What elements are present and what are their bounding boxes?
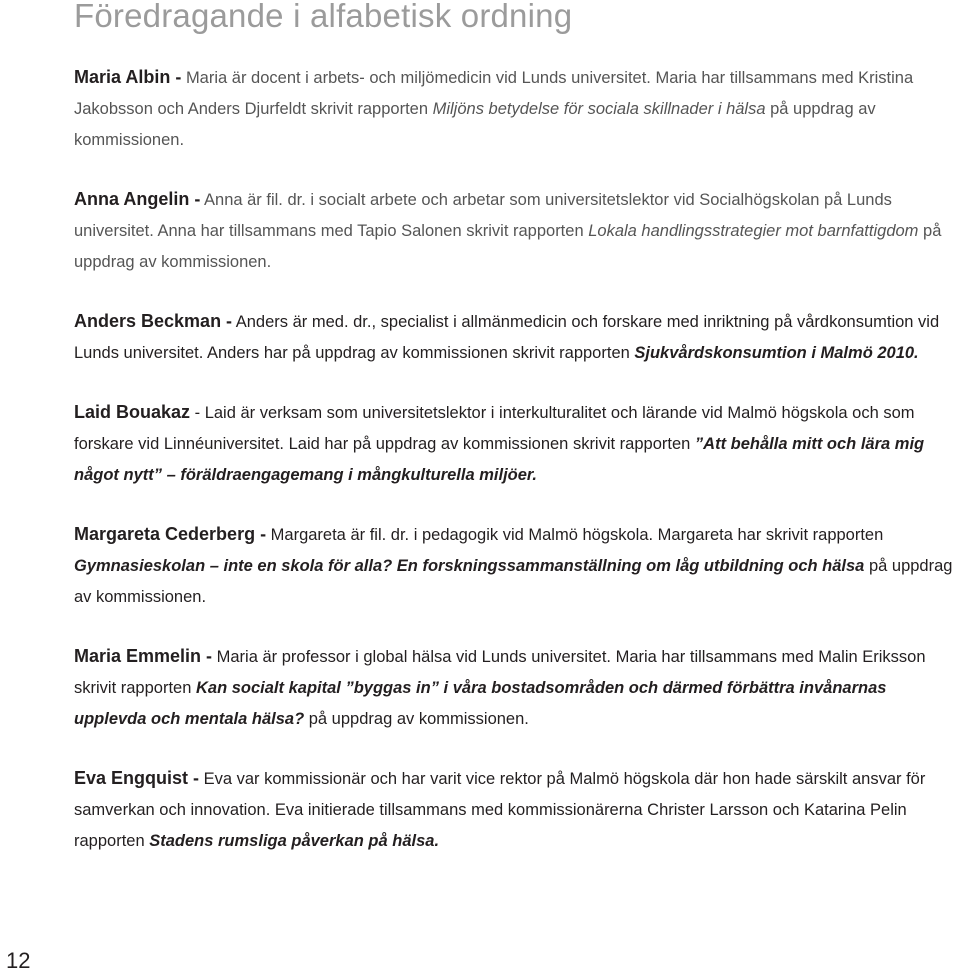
speaker-entry-maria-emmelin: [74, 641, 954, 735]
speaker-bio: Anna är fil. dr. i socialt arbete och arbetar som universitetslektor vid Socialhögskolan på Lunds universitet. Anna har tillsammans med Tapio Salonen skrivit rapporten: [74, 191, 892, 240]
speaker-entry-maria-albin: [74, 62, 954, 156]
report-title: Lokala handlingsstrategier mot barnfattigdom: [588, 222, 919, 240]
speaker-bio: Margareta är fil. dr. i pedagogik vid Malmö högskola. Margareta har skrivit rapporten: [270, 526, 884, 544]
speaker-name: Anders Beckman -: [74, 311, 233, 331]
speaker-name: Maria Emmelin -: [74, 646, 213, 666]
speaker-entry-margareta-cederberg: [74, 519, 954, 613]
report-title: Miljöns betydelse för sociala skillnader i hälsa: [432, 100, 766, 118]
report-title: Kan socialt kapital ”byggas in” i våra bostadsområden och därmed förbättra invånarnas upplevda och mentala hälsa?: [74, 679, 887, 728]
speaker-bio: Maria är docent i arbets- och miljömedicin vid Lunds universitet. Maria har tillsammans med Kristina Jakobsson och Anders Djurfeldt skrivit rapporten: [74, 69, 914, 118]
report-title: Stadens rumsliga påverkan på hälsa.: [149, 832, 440, 850]
page-title: Föredragande i alfabetisk ordning: [74, 0, 573, 34]
speaker-bio-end: på uppdrag av kommissionen.: [74, 557, 953, 606]
report-title: Gymnasieskolan – inte en skola för alla? En forskningssammanställning om låg utbildning och hälsa: [74, 557, 865, 575]
speaker-bio: Maria är professor i global hälsa vid Lunds universitet. Maria har tillsammans med Malin Eriksson skrivit rapporten: [74, 648, 926, 697]
speaker-entry-anders-beckman: [74, 306, 954, 369]
speaker-name: Margareta Cederberg -: [74, 524, 267, 544]
speaker-bio: - Laid är verksam som universitetslektor i interkulturalitet och lärande vid Malmö högskola och som forskare vid Linnéuniversitet. Laid har på uppdrag av kommissionen skrivit rapporten: [74, 404, 915, 453]
speaker-list: [74, 62, 954, 885]
speaker-bio-end: på uppdrag av kommissionen.: [74, 100, 876, 149]
report-title: ”Att behålla mitt och lära mig något nytt” – föräldraengagemang i mångkulturella miljöer.: [74, 435, 925, 484]
page-number: 12: [6, 948, 31, 973]
speaker-name: Eva Engquist -: [74, 768, 200, 788]
speaker-entry-laid-bouakaz: [74, 397, 954, 491]
report-title: Sjukvårdskonsumtion i Malmö 2010.: [634, 344, 919, 362]
speaker-name: Laid Bouakaz: [74, 402, 191, 422]
speaker-bio: Anders är med. dr., specialist i allmänmedicin och forskare med inriktning på vårdkonsumtion vid Lunds universitet. Anders har på uppdrag av kommissionen skrivit rapporten: [74, 313, 940, 362]
speaker-bio-end: på uppdrag av kommissionen.: [74, 222, 942, 271]
speaker-bio-end: på uppdrag av kommissionen.: [308, 710, 529, 728]
speaker-name: Anna Angelin -: [74, 189, 201, 209]
speaker-name: Maria Albin -: [74, 67, 182, 87]
speaker-bio: Eva var kommissionär och har varit vice rektor på Malmö högskola där hon hade särskilt ansvar för samverkan och innovation. Eva initierade tillsammans med kommissionärerna Christer Larsson och Katarina Pelin rapporten: [74, 770, 926, 850]
speaker-entry-eva-engquist: [74, 763, 954, 857]
speaker-entry-anna-angelin: [74, 184, 954, 278]
